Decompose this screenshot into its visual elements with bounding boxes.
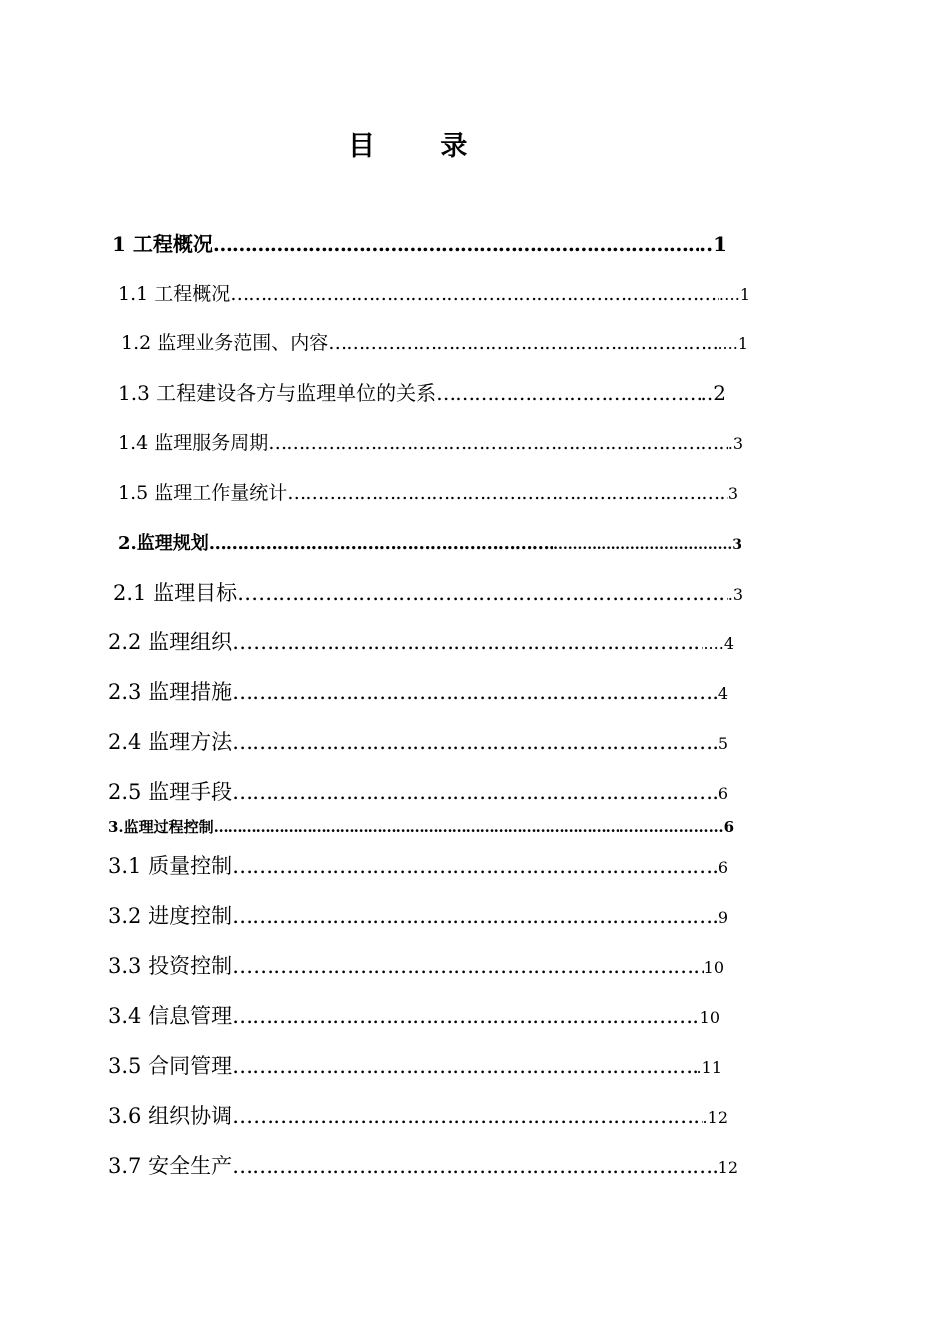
toc-leader [232,1154,718,1178]
toc-page-number: ..1 [699,232,727,256]
toc-leader [253,630,703,654]
toc-entry-2[interactable] [118,529,742,555]
toc-page-number: .12 [702,1108,728,1127]
toc-label: 2.监理规划 [118,533,209,554]
toc-entry-2-2[interactable] [108,626,734,656]
toc-entry-2-1[interactable] [113,577,743,607]
toc-page-number: 3 [727,484,738,503]
toc-leader [436,381,700,405]
toc-page-number: …………………6 [618,818,734,836]
toc-label: 2.5 监理手段 [108,780,233,804]
toc-label: 2.3 监理措施 [108,680,233,704]
toc-page-number: ....4 [703,634,734,653]
toc-label: 2.1 监理目标… [113,581,259,605]
toc-page-number: 6 [717,784,728,803]
toc-entry-1-5[interactable] [118,478,738,505]
toc-label: 3.5 合同管理 [108,1054,233,1078]
toc-leader [232,730,718,754]
toc-leader [268,432,727,454]
toc-entry-3-1[interactable] [108,850,728,880]
toc-leader [232,680,718,704]
toc-leader [213,232,699,256]
toc-page-number: 12 [717,1158,738,1177]
toc-label: 3.1 质量控制 [108,854,233,878]
toc-page-number: ..2 [700,381,726,405]
toc-entry-3-3[interactable] [108,950,724,980]
toc-label: 3.6 组织协调… [108,1104,254,1128]
toc-entry-1-1[interactable] [118,279,750,306]
page-title: 目 录 [348,131,496,162]
toc-label: 1.1 工程概况 [118,283,231,305]
toc-leader [253,954,704,978]
toc-page-number: 5 [717,734,728,753]
toc-entry-2-3[interactable] [108,676,728,706]
toc-label: 3.7 安全生产 [108,1154,233,1178]
toc-label: 1.4 监理服务周期 [118,432,269,454]
toc-leader [232,1054,696,1078]
toc-leader [214,818,619,836]
toc-leader [253,1104,702,1128]
toc-page-number: .3 [727,434,743,453]
toc-label: 2.4 监理方法 [108,730,233,754]
toc-page-number: .11 [696,1058,722,1077]
toc-leader [209,533,553,554]
toc-entry-3-5[interactable] [108,1050,722,1080]
toc-page-number: 10 [703,958,724,977]
toc-leader [232,780,718,804]
toc-entry-3[interactable] [108,816,734,837]
toc-leader [232,854,718,878]
toc-leader [232,904,718,928]
toc-leader [287,482,728,504]
toc-entry-1-3[interactable] [118,377,726,406]
toc-entry-3-4[interactable] [108,1000,720,1030]
toc-label: 1.5 监理工作量统计 [118,482,288,504]
toc-label: 1 工程概况 [112,232,213,256]
toc-entry-3-6[interactable] [108,1100,728,1130]
toc-page-number: 4 [717,684,728,703]
toc-entry-3-2[interactable] [108,900,728,930]
toc-label: 3.3 投资控制… [108,954,254,978]
toc-label: 2.2 监理组织… [108,630,254,654]
toc-page-number: ….1 [718,285,750,304]
toc-entry-2-5[interactable] [108,776,728,806]
toc-page-number: ........…….......................3 [553,537,742,553]
toc-page-number: .3 [727,585,743,604]
toc-entry-2-4[interactable] [108,726,728,756]
toc-entry-1[interactable] [112,228,727,257]
toc-leader [258,581,728,605]
toc-entry-1-4[interactable] [118,428,743,455]
toc-label: 1.3 工程建设各方与监理单位的关系 [118,381,437,405]
toc-entry-1-2[interactable] [121,328,748,355]
toc-leader [230,283,718,305]
toc-label: 3.2 进度控制 [108,904,233,928]
toc-page-number: 9 [717,908,728,927]
toc-label: 1.2 监理业务范围、内容 [121,332,329,354]
toc-leader [232,1004,700,1028]
toc-label: 3.监理过程控制 [108,818,214,836]
toc-entry-3-7[interactable] [108,1150,738,1180]
toc-page-number: 10 [699,1008,720,1027]
toc-page-number: 6 [717,858,728,877]
toc-label: 3.4 信息管理 [108,1004,233,1028]
toc-page-number: ....1 [717,334,748,353]
toc-leader [328,332,717,354]
